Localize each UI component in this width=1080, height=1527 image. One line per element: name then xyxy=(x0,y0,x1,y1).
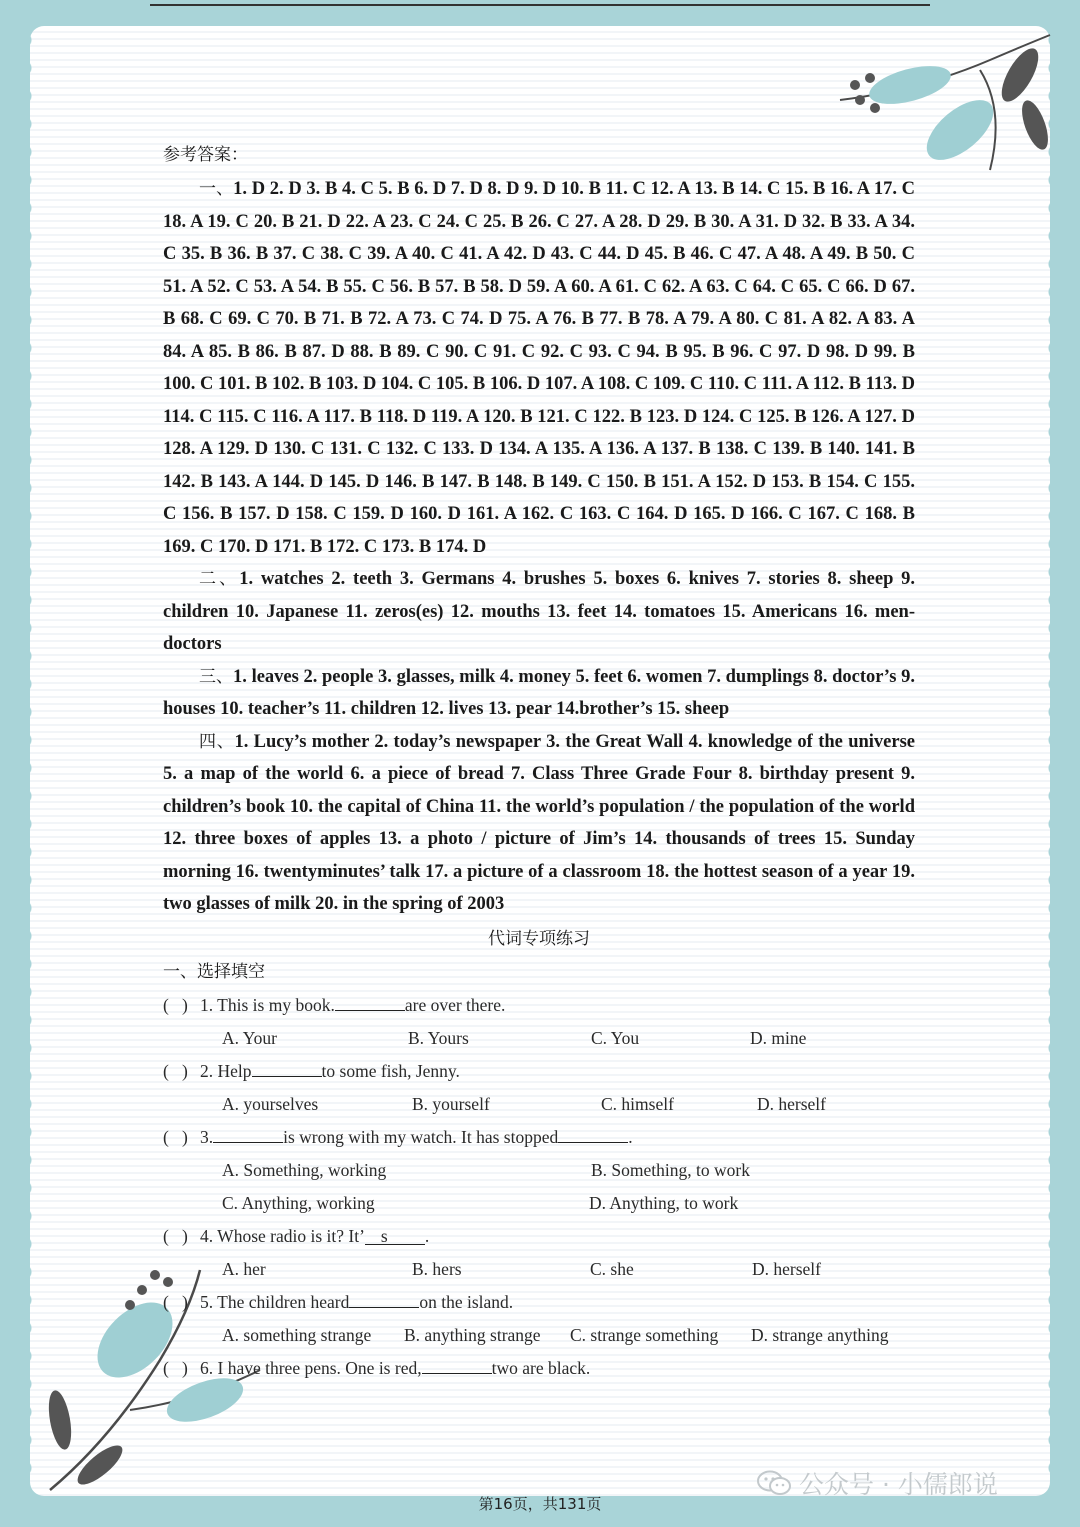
option: C. she xyxy=(590,1258,634,1279)
option: C. Anything, working xyxy=(222,1192,375,1213)
question: ( ) 3. is wrong with my watch. It has stopped . xyxy=(163,1121,915,1154)
answers-part-2 xyxy=(163,563,915,661)
answer-bracket: ( ) xyxy=(163,1357,188,1378)
answer-blank xyxy=(422,1357,492,1374)
option: B. hers xyxy=(412,1258,462,1279)
question: ( ) 6. I have three pens. One is red, two are black. xyxy=(163,1352,915,1385)
part-label: 三、 xyxy=(199,666,234,687)
part-text: 1. Lucy’s mother 2. today’s newspaper 3. the Great Wall 4. knowledge of the universe 5. a map of the world 6. a piece of bread 7. Class Three Grade Four 8. birthday present 9. children’s book 10. the capital of China 11. the world’s population / the population of the world 12. three boxes of apples 13. a photo / picture of Jim’s 14. thousands of trees 15. Sunday morning 16. twentyminutes’ talk 17. a picture of a classroom 18. the hottest season of a year 19. two glasses of milk 20. in the spring of 2003 xyxy=(163,731,916,914)
answer-blank xyxy=(213,1126,283,1143)
page-footer: 第16页，共131页 xyxy=(478,1495,602,1513)
answers-heading: 参考答案： xyxy=(163,145,248,165)
part-label: 一、 xyxy=(199,179,234,199)
answers-part-1 xyxy=(163,173,915,563)
question: ( ) 4. Whose radio is it? It’ s . xyxy=(163,1220,915,1253)
wavy-border-right xyxy=(1042,26,1056,1496)
options-row xyxy=(163,1022,915,1055)
part-label: 二、 xyxy=(199,569,240,589)
options-row xyxy=(163,1154,915,1187)
option: A. something strange xyxy=(222,1324,372,1345)
answer-bracket: ( ) xyxy=(163,994,188,1015)
option: C. strange something xyxy=(570,1324,719,1345)
option: D. Anything, to work xyxy=(589,1192,739,1213)
answer-bracket: ( ) xyxy=(163,1126,188,1147)
answer-blank xyxy=(349,1291,419,1308)
answer-bracket: ( ) xyxy=(163,1291,188,1312)
answers-part-4 xyxy=(163,726,915,921)
option: A. her xyxy=(222,1258,266,1279)
options-row xyxy=(163,1187,915,1220)
option: A. Your xyxy=(222,1027,277,1048)
option: A. Something, working xyxy=(222,1159,387,1180)
question: ( ) 2. Help to some fish, Jenny. xyxy=(163,1055,915,1088)
question: ( ) 5. The children heard on the island. xyxy=(163,1286,915,1319)
page-content xyxy=(163,140,915,1385)
part-text: 1. leaves 2. people 3. glasses, milk 4. money 5. feet 6. women 7. dumplings 8. doctor’s 9. houses 10. teacher’s 11. children 12. lives 13. pear 14.brother’s 15. sheep xyxy=(163,666,915,719)
options-row xyxy=(163,1253,915,1286)
option: D. herself xyxy=(757,1093,827,1114)
exercise-section-heading: 一、选择填空 xyxy=(163,961,265,982)
answer-bracket: ( ) xyxy=(163,1225,188,1246)
option: B. Yours xyxy=(408,1027,469,1048)
option: C. You xyxy=(591,1027,640,1048)
option: D. strange anything xyxy=(751,1324,889,1345)
answer-blank xyxy=(252,1060,322,1077)
option: B. yourself xyxy=(412,1093,490,1114)
answers-part-3 xyxy=(163,661,915,726)
watermark-text: 公众号 · 小儒郎说 xyxy=(799,1470,998,1499)
options-row xyxy=(163,1088,915,1121)
question: ( ) 1. This is my book. are over there. xyxy=(163,989,915,1022)
option: A. yourselves xyxy=(222,1093,319,1114)
option: B. anything strange xyxy=(404,1324,541,1345)
part-text: 1. watches 2. teeth 3. Germans 4. brushes 5. boxes 6. knives 7. stories 8. sheep 9. children 10. Japanese 11. zeros(es) 12. mouths 13. feet 14. tomatoes 15. Americans 16. men-doctors xyxy=(163,569,916,654)
exercise-title: 代词专项练习 xyxy=(488,928,590,949)
answer-blank xyxy=(558,1126,628,1143)
part-label: 四、 xyxy=(199,731,235,752)
answer-bracket: ( ) xyxy=(163,1060,188,1081)
option: D. mine xyxy=(750,1027,807,1048)
option: D. herself xyxy=(752,1258,822,1279)
top-rule xyxy=(150,4,930,6)
options-row xyxy=(163,1319,915,1352)
answer-blank: s xyxy=(365,1228,425,1245)
option: B. Something, to work xyxy=(591,1159,750,1180)
answer-blank xyxy=(335,994,405,1011)
option: C. himself xyxy=(601,1093,674,1114)
part-text: 1. D 2. D 3. B 4. C 5. B 6. D 7. D 8. D 9. D 10. B 11. C 12. A 13. B 14. C 15. B 16. A 17. C 18. A 19. C 20. B 21. D 22. A 23. C 24. C 25. B 26. C 27. A 28. D 29. B 30. A 31. D 32. B 33. A 34. C 35. B 36. B 37. C 38. C 39. A 40. C 41. A 42. D 43. C 44. D 45. B 46. C 47. A 48. A 49. B 50. C 51. A 52. C 53. A 54. B 55. C 56. B 57. B 58. D 59. A 60. A 61. C 62. A 63. C 64. C 65. C 66. D 67. B 68. C 69. C 70. B 71. B 72. A 73. C 74. D 75. A 76. B 77. B 78. A 79. A 80. C 81. A 82. A 83. A 84. A 85. B 86. B 87. D 88. B 89. C 90. C 91. C 92. C 93. C 94. B 95. B 96. C 97. D 98. D 99. B 100. C 101. B 102. B 103. D 104. C 105. B 106. D 107. A 108. C 109. C 110. C 111. A 112. B 113. D 114. C 115. C 116. A 117. B 118. D 119. A 120. B 121. C 122. B 123. D 124. C 125. B 126. A 127. D 128. A 129. D 130. C 131. C 132. C 133. D 134. A 135. A 136. A 137. B 138. C 139. B 140. 141. B 142. B 143. A 144. D 145. D 146. B 147. B 148. B 149. C 150. B 151. A 152. D 153. B 154. C 155. C 156. B 157. D 158. C 159. D 160. D 161. A 162. C 163. C 164. D 165. D 166. C 167. C 168. B 169. C 170. D 171. B 172. C 173. B 174. D xyxy=(163,179,916,557)
